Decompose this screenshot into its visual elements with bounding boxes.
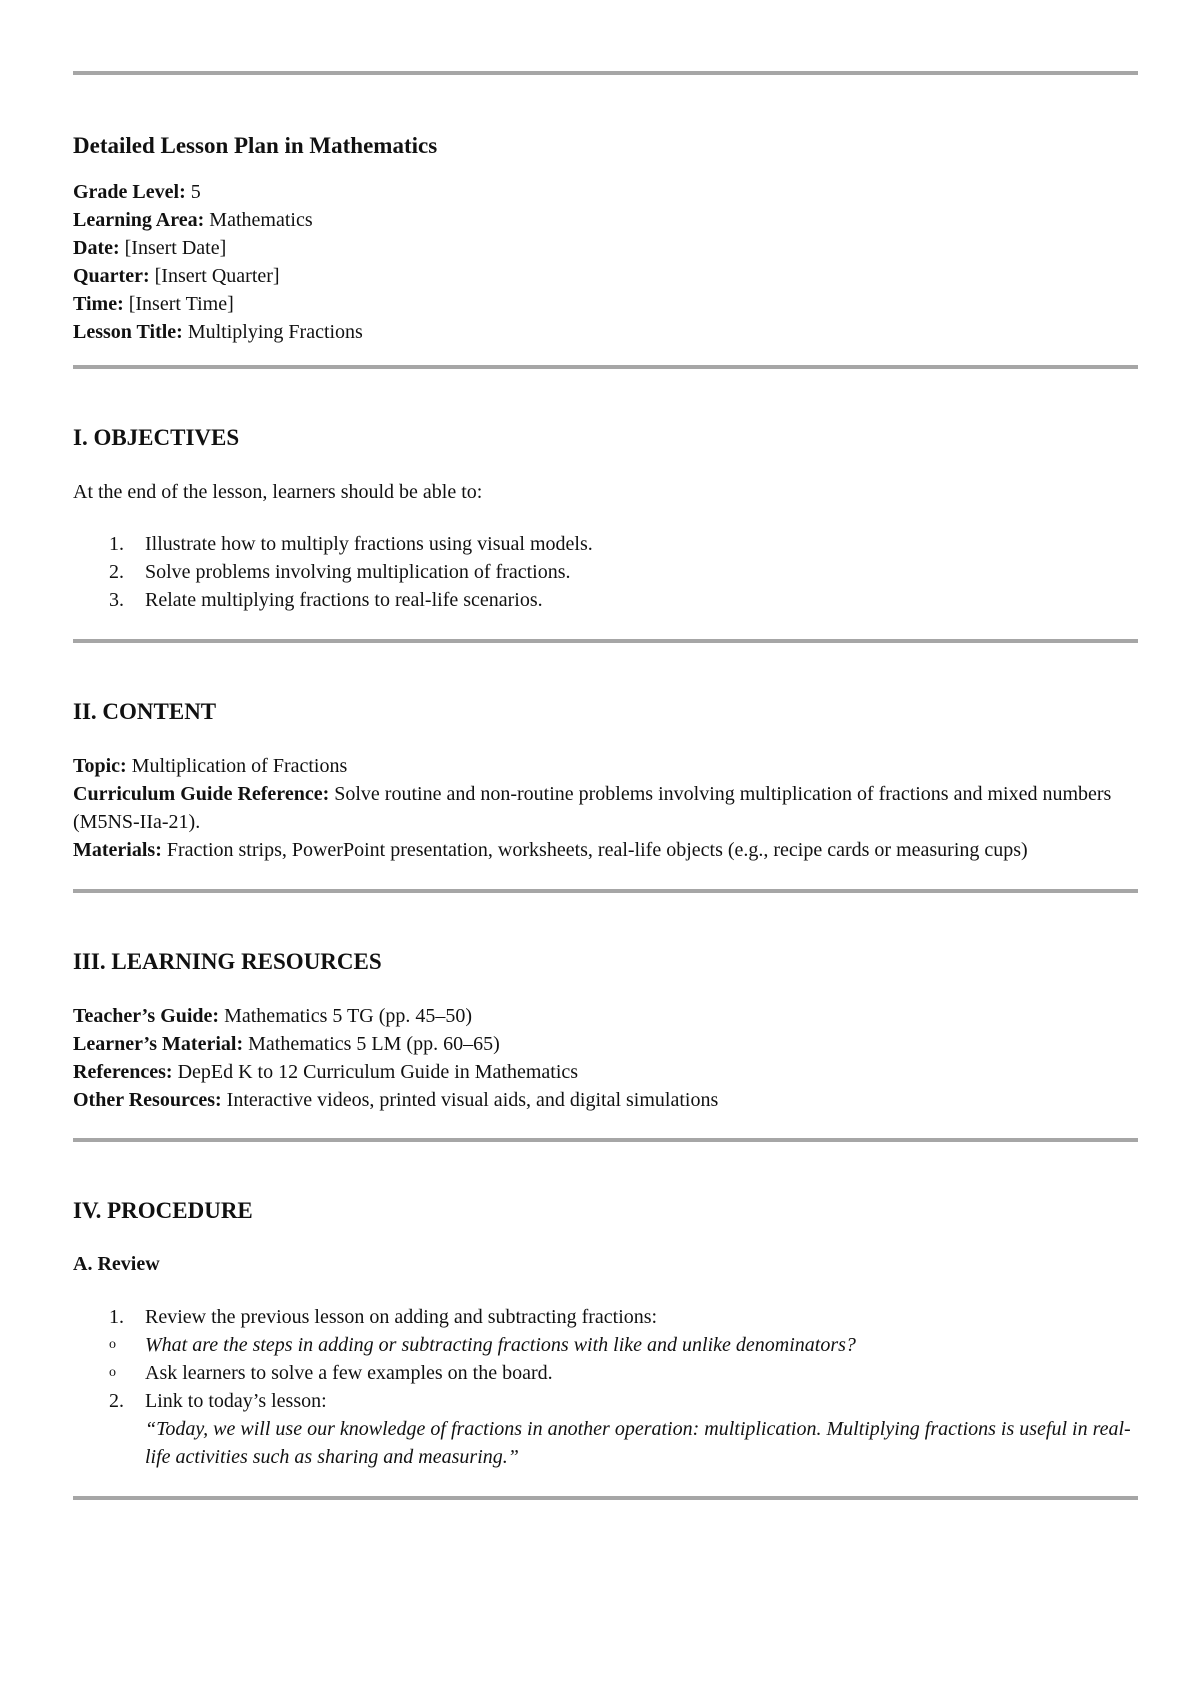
field-label: Other Resources: <box>73 1089 222 1111</box>
field-value: Fraction strips, PowerPoint presentation, worksheets, real-life objects (e.g., recipe cards or measuring cups) <box>166 839 1028 861</box>
document-title: Detailed Lesson Plan in Mathematics <box>73 133 438 158</box>
field-grade-level <box>73 178 1138 206</box>
field-label: Time: <box>73 293 124 315</box>
field-value: Multiplying Fractions <box>187 321 363 343</box>
field-value: Mathematics 5 LM (pp. 60–65) <box>248 1033 500 1055</box>
item-text: Relate multiplying fractions to real-life scenarios. <box>145 589 543 611</box>
item-number: 2. <box>109 1390 124 1412</box>
field-value: [Insert Quarter] <box>154 265 280 287</box>
list-item <box>73 1387 1138 1471</box>
field-label: References: <box>73 1061 173 1083</box>
field-date <box>73 234 1138 262</box>
objectives-list <box>73 530 1138 614</box>
section-heading: I. OBJECTIVES <box>73 425 240 450</box>
review-heading: A. Review <box>73 1253 160 1275</box>
field-value: Multiplication of Fractions <box>131 755 348 777</box>
divider <box>73 639 1138 643</box>
field-references <box>73 1058 1138 1086</box>
objectives-section <box>73 424 1138 614</box>
field-time <box>73 290 1138 318</box>
field-value: Mathematics 5 TG (pp. 45–50) <box>224 1005 473 1027</box>
item-number: 1. <box>109 533 124 555</box>
divider <box>73 1138 1138 1142</box>
divider <box>73 1496 1138 1500</box>
divider <box>73 71 1138 75</box>
sub-list-item <box>73 1359 1138 1387</box>
field-topic <box>73 752 1138 780</box>
section-heading: III. LEARNING RESOURCES <box>73 949 382 974</box>
divider <box>73 365 1138 369</box>
field-value: Interactive videos, printed visual aids, and digital simulations <box>226 1089 719 1111</box>
field-label: Learning Area: <box>73 209 205 231</box>
field-label: Topic: <box>73 755 127 777</box>
field-materials <box>73 836 1138 864</box>
sub-item-text: Ask learners to solve a few examples on the board. <box>145 1362 553 1384</box>
header-section <box>73 132 1138 346</box>
circle-bullet-icon: o <box>109 1337 116 1352</box>
field-learners-material <box>73 1030 1138 1058</box>
field-other-resources <box>73 1086 1138 1114</box>
circle-bullet-icon: o <box>109 1365 116 1380</box>
procedure-section <box>73 1197 1138 1471</box>
list-item <box>73 586 1138 614</box>
item-number: 3. <box>109 589 124 611</box>
field-label: Curriculum Guide Reference: <box>73 783 330 805</box>
lesson-plan-page <box>73 0 1138 1500</box>
field-value: Mathematics <box>209 209 313 231</box>
section-heading: II. CONTENT <box>73 699 217 724</box>
field-quarter <box>73 262 1138 290</box>
divider <box>73 889 1138 893</box>
field-label: Lesson Title: <box>73 321 183 343</box>
sub-list-item <box>73 1331 1138 1359</box>
learning-resources-section <box>73 948 1138 1114</box>
list-item <box>73 530 1138 558</box>
field-curriculum-guide-reference <box>73 780 1138 836</box>
field-value: Solve routine and non-routine problems involving multiplication of fractions and mixed numbers (M5NS-IIa-21). <box>73 783 1112 833</box>
review-sub-list <box>73 1331 1138 1387</box>
item-text: Link to today’s lesson: <box>145 1390 327 1412</box>
field-learning-area <box>73 206 1138 234</box>
review-list <box>73 1303 1138 1471</box>
field-label: Learner’s Material: <box>73 1033 244 1055</box>
field-label: Materials: <box>73 839 162 861</box>
field-label: Quarter: <box>73 265 150 287</box>
field-value: [Insert Date] <box>124 237 227 259</box>
item-text: Solve problems involving multiplication of fractions. <box>145 561 571 583</box>
field-value: [Insert Time] <box>128 293 234 315</box>
list-item <box>73 558 1138 586</box>
field-value: 5 <box>190 181 201 203</box>
item-text: Review the previous lesson on adding and subtracting fractions: <box>145 1306 658 1328</box>
content-section <box>73 698 1138 864</box>
lesson-link-quote: “Today, we will use our knowledge of fractions in another operation: multiplication. Multiplying fractions is useful in real-life activities such as sharing and measuring.” <box>145 1418 1131 1468</box>
field-label: Teacher’s Guide: <box>73 1005 220 1027</box>
objectives-intro: At the end of the lesson, learners should be able to: <box>73 481 483 503</box>
field-teachers-guide <box>73 1002 1138 1030</box>
field-label: Date: <box>73 237 120 259</box>
item-text: Illustrate how to multiply fractions using visual models. <box>145 533 593 555</box>
field-lesson-title <box>73 318 1138 346</box>
section-heading: IV. PROCEDURE <box>73 1198 253 1223</box>
sub-item-text: What are the steps in adding or subtracting fractions with like and unlike denominators? <box>145 1334 856 1356</box>
item-number: 1. <box>109 1306 124 1328</box>
list-item <box>73 1303 1138 1387</box>
field-label: Grade Level: <box>73 181 186 203</box>
item-number: 2. <box>109 561 124 583</box>
field-value: DepEd K to 12 Curriculum Guide in Mathematics <box>177 1061 579 1083</box>
